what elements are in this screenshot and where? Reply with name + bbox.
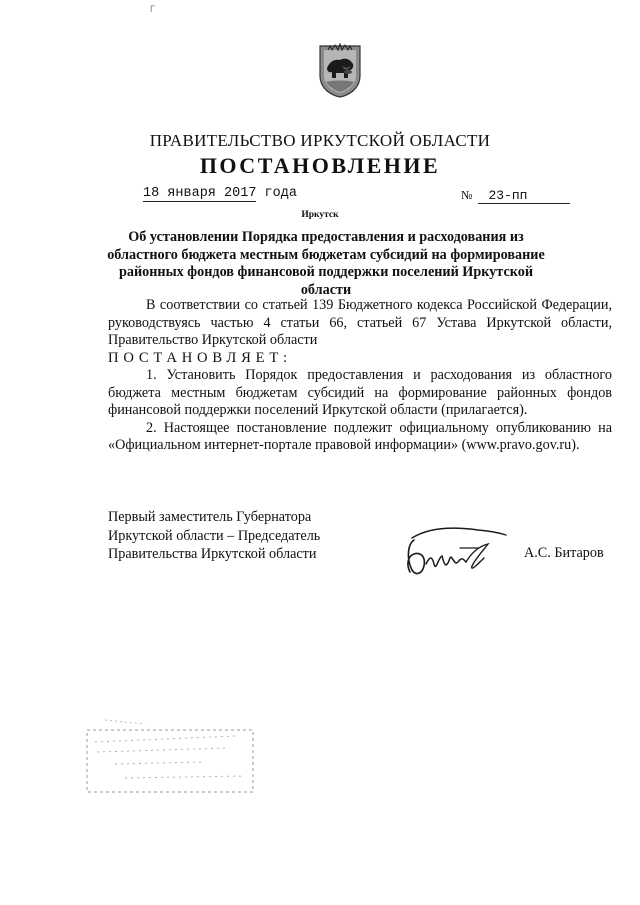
document-number xyxy=(461,188,570,204)
resolves-heading: ПОСТАНОВЛЯЕТ: xyxy=(108,349,292,366)
document-date xyxy=(143,186,297,202)
date-suffix: года xyxy=(264,186,297,201)
document-type: ПОСТАНОВЛЕНИЕ xyxy=(199,153,441,178)
handwritten-signature xyxy=(398,518,510,584)
position-line-2: Иркутской области – Председатель xyxy=(108,527,321,544)
coat-of-arms-icon xyxy=(318,42,362,98)
corner-mark: Г xyxy=(150,4,155,14)
signatory-name: А.С. Битаров xyxy=(524,545,604,561)
document-title: Об установлении Порядка предоставления и расходования из областного бюджета местным бюджетам субсидий на формирование районных фондов финансовой поддержки поселений Иркутской области xyxy=(107,229,545,298)
city-name: Иркутск xyxy=(301,210,339,220)
faint-stamp-mark xyxy=(85,716,255,800)
item-2-paragraph: 2. Настоящее постановление подлежит официальному опубликованию на «Официальном интернет-портале правовой информации» (www.pravo.gov.ru). xyxy=(108,419,612,453)
document-body xyxy=(108,297,612,455)
number-value: 23-пп xyxy=(478,189,570,204)
date-value: 18 января 2017 xyxy=(143,186,257,201)
position-line-3: Правительства Иркутской области xyxy=(108,546,317,562)
position-line-1: Первый заместитель Губернатора xyxy=(108,509,312,525)
signatory-position xyxy=(108,508,320,564)
item-1-paragraph: 1. Установить Порядок предоставления и расходования из областного бюджета местным бюджетам субсидий на формирование районных фондов финансовой поддержки поселений Иркутской области (прилагается). xyxy=(108,367,612,418)
number-sign: № xyxy=(461,188,473,202)
government-name: ПРАВИТЕЛЬСТВО ИРКУТСКОЙ ОБЛАСТИ xyxy=(149,131,491,150)
intro-paragraph: В соответствии со статьей 139 Бюджетного кодекса Российской Федерации, руководствуясь частью 4 статьи 66, статьей 67 Устава Иркутской области, Правительство Иркутской области xyxy=(108,297,612,348)
